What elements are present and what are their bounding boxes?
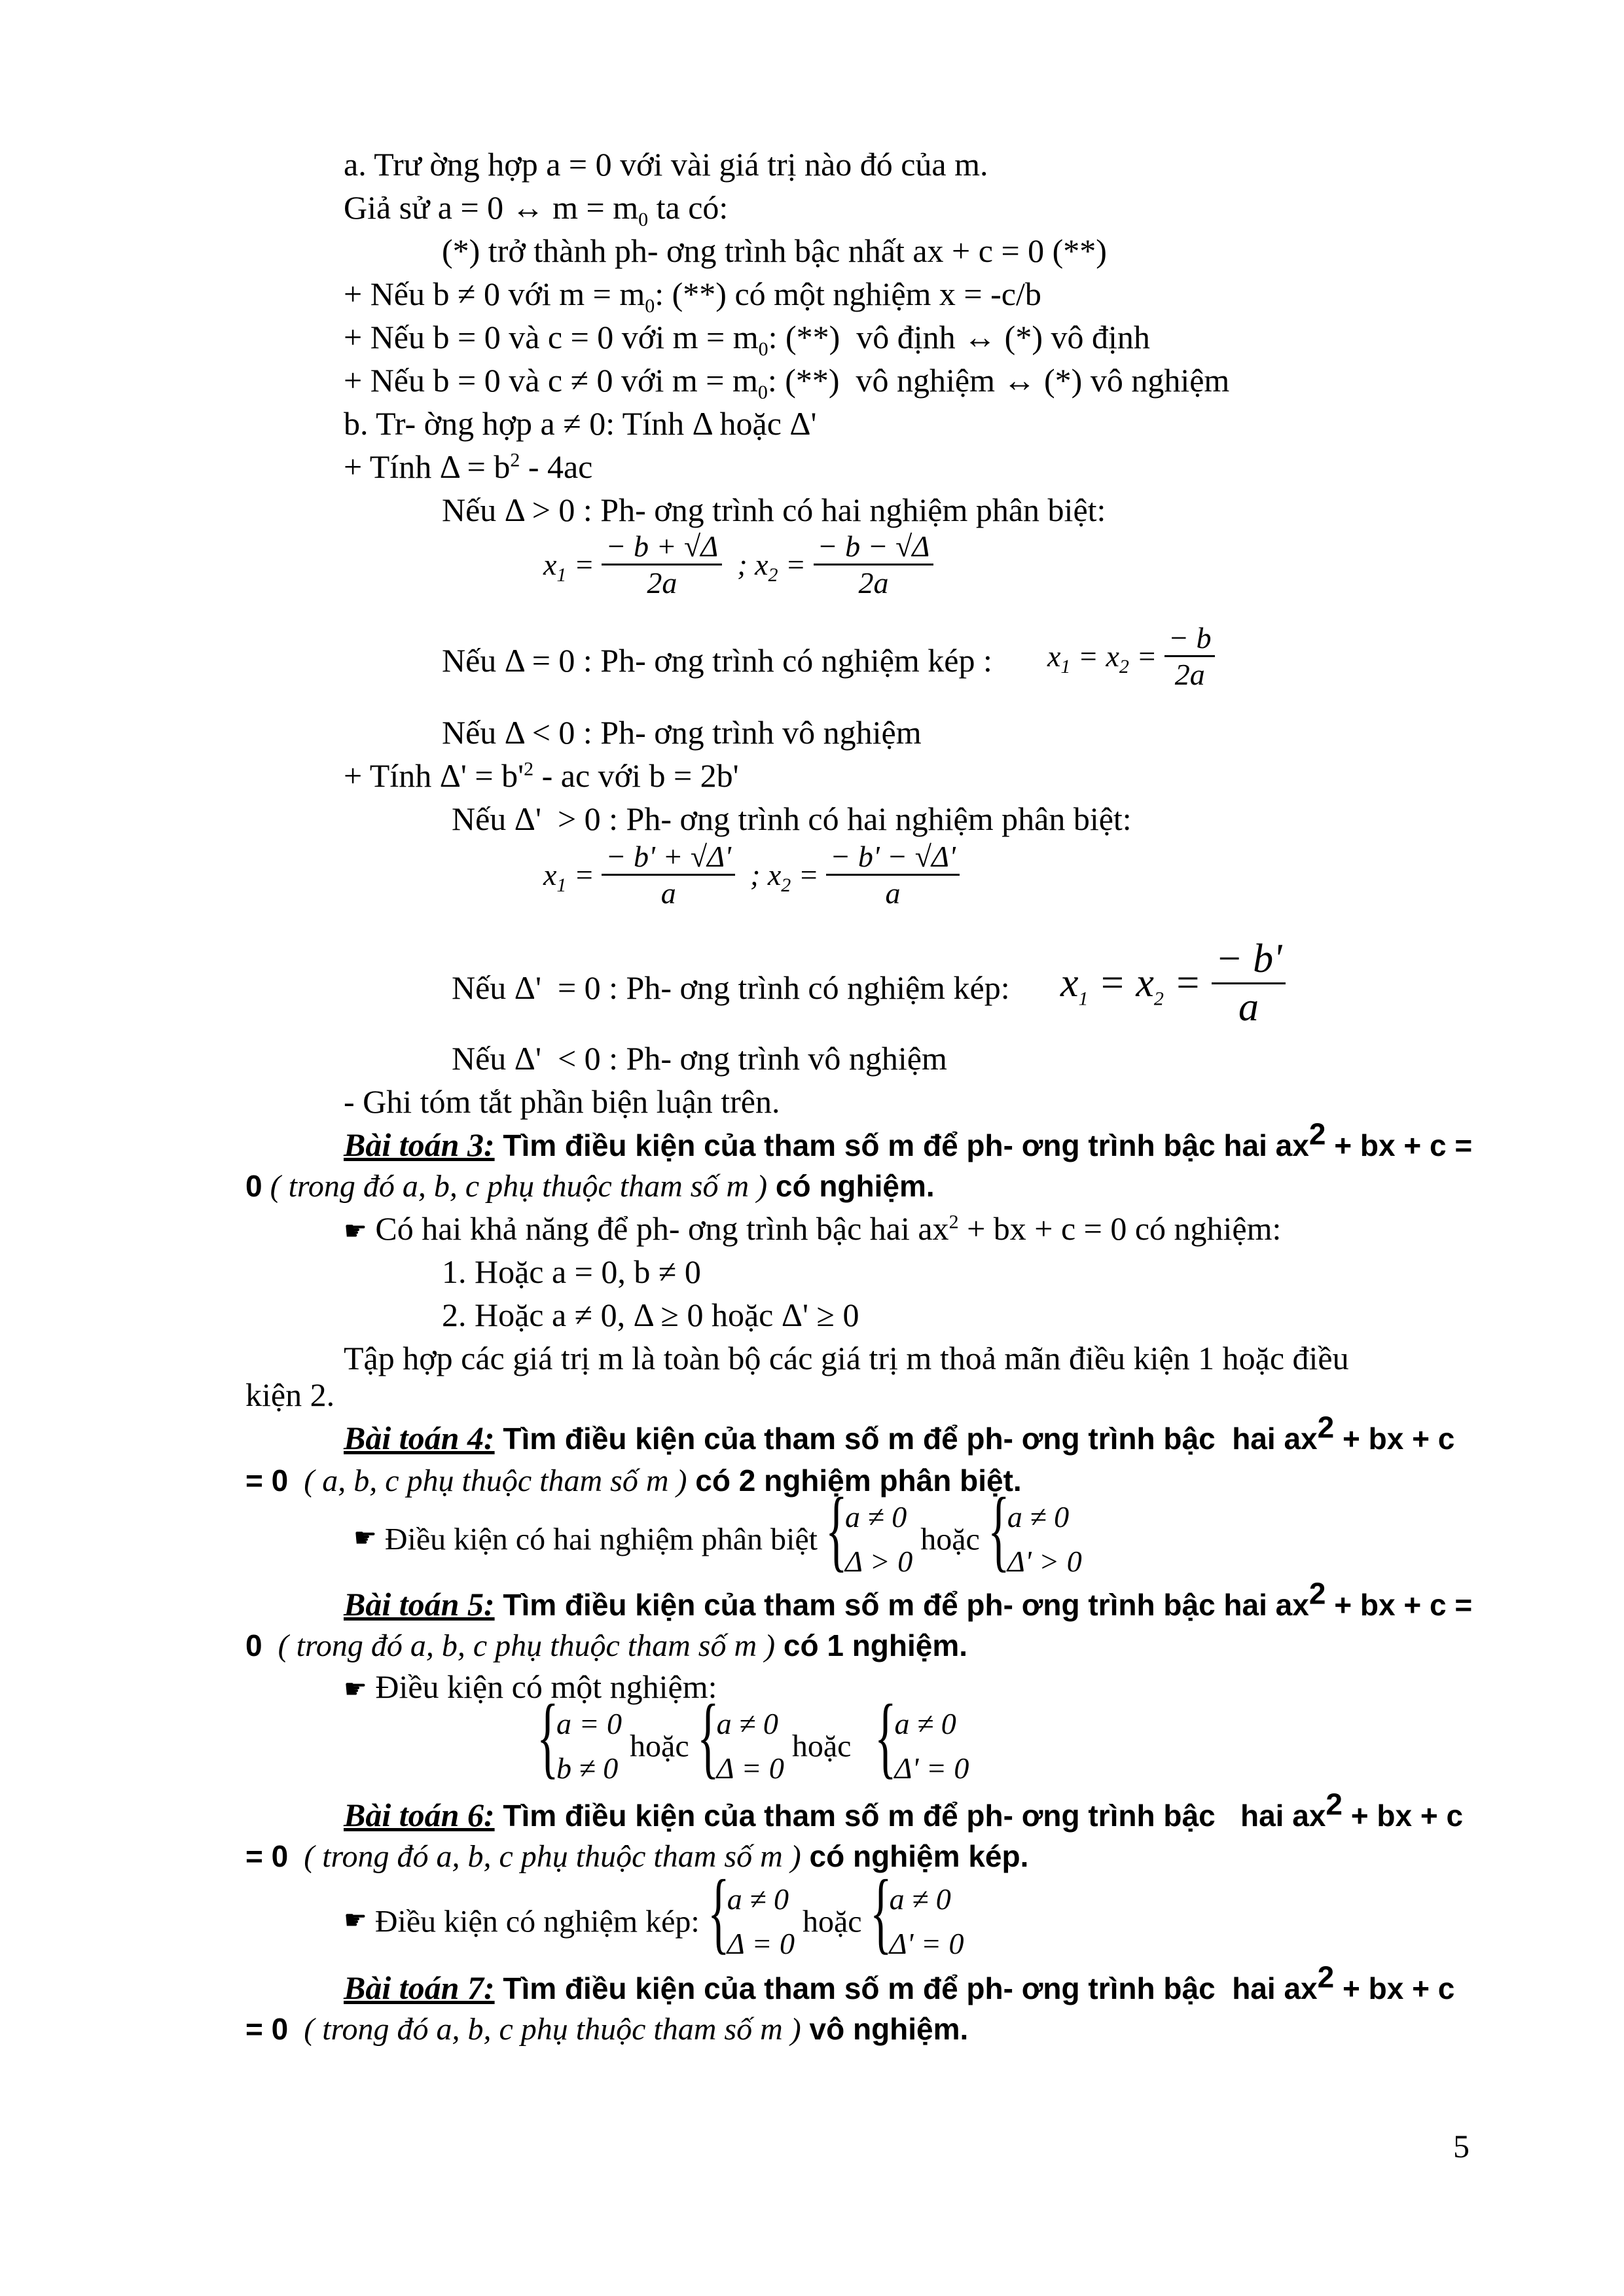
page-number: 5 bbox=[1453, 2128, 1470, 2164]
formula-double-root: $x_1 = x_2$ = $\frac{- b}{2a}$ bbox=[1047, 620, 1215, 692]
line-case-b: b. Tr- ờng hợp a ≠ 0: Tính Δ hoặc Δ' bbox=[344, 405, 817, 442]
problem-3-summary-cont: kiện 2. bbox=[245, 1376, 335, 1413]
line-b-ne-0: + Nếu b ≠ 0 với $m = m_0$: (**) có một nghiệm x = -c/b bbox=[344, 276, 1041, 317]
problem-6-condition: ☛ Điều kiện có nghiệm kép: { a ≠ 0 Δ = 0 hoặc { a ≠ 0 Δ' = 0 bbox=[344, 1877, 964, 1966]
problem-3-heading: Bài toán 3: Tìm điều kiện của tham số m để ph- ơng trình bậc hai $ax^2$ + bx + c = bbox=[344, 1117, 1473, 1163]
line-delta-prime-pos: Nếu Δ' > 0 : Ph- ơng trình có hai nghiệm phân biệt: bbox=[452, 800, 1132, 837]
line-compute-delta: + Tính $\Delta = b^2 - 4ac$ bbox=[344, 448, 593, 485]
problem-5-heading-cont: 0 ( trong đó a, b, c phụ thuộc tham số m ) có 1 nghiệm. bbox=[245, 1628, 968, 1663]
line-assume: Giả sử a = 0 ↔ $m = m_0$ ta có: bbox=[344, 189, 729, 230]
problem-5-hint: ☛ Điều kiện có một nghiệm: bbox=[344, 1668, 717, 1705]
system-a-ne0-delta-prime-zero: { a ≠ 0 Δ' = 0 bbox=[869, 1861, 964, 1963]
pointing-hand-icon: ☛ bbox=[344, 1216, 367, 1246]
line-compute-delta-prime: + Tính $\Delta' = b'^2$ - ac với b = 2b' bbox=[344, 757, 739, 794]
line-summary-note: - Ghi tóm tắt phần biện luận trên. bbox=[344, 1083, 780, 1120]
formula-roots-delta: $x_1$ = $\frac{- b + √\Delta}{2a}$ ; $x_2$ = $\frac{- b - √\Delta}{2a}$ bbox=[543, 529, 933, 600]
line-delta-neg: Nếu Δ < 0 : Ph- ơng trình vô nghiệm bbox=[442, 714, 922, 751]
system-a-ne0-delta-prime-zero: { a ≠ 0 Δ' = 0 bbox=[875, 1686, 969, 1787]
system-a-ne0-delta-zero: { a ≠ 0 Δ = 0 bbox=[696, 1686, 784, 1787]
system-a-eq0-b-ne0: { a = 0 b ≠ 0 bbox=[537, 1686, 623, 1787]
line-delta-prime-neg: Nếu Δ' < 0 : Ph- ơng trình vô nghiệm bbox=[452, 1040, 947, 1077]
system-a-ne0-delta-prime-pos: { a ≠ 0 Δ' > 0 bbox=[987, 1479, 1082, 1581]
system-a-ne0-delta-zero: { a ≠ 0 Δ = 0 bbox=[707, 1861, 795, 1963]
problem-3-summary: Tập hợp các giá trị m là toàn bộ các giá trị m thoả mãn điều kiện 1 hoặc điều bbox=[344, 1340, 1349, 1376]
line-delta-prime-zero: Nếu Δ' = 0 : Ph- ơng trình có nghiệm kép: bbox=[452, 969, 1010, 1006]
line-delta-pos: Nếu Δ > 0 : Ph- ơng trình có hai nghiệm phân biệt: bbox=[442, 492, 1106, 528]
problem-6-heading: Bài toán 6: Tìm điều kiện của tham số m để ph- ơng trình bậc hai $ax^2$ + bx + c bbox=[344, 1787, 1464, 1833]
system-a-ne0-delta-pos: { a ≠ 0 Δ > 0 bbox=[825, 1479, 913, 1581]
problem-5-condition: { a = 0 b ≠ 0 hoặc { a ≠ 0 Δ = 0 hoặc { a ≠ 0 Δ' = 0 bbox=[537, 1702, 969, 1791]
problem-5-heading: Bài toán 5: Tìm điều kiện của tham số m để ph- ơng trình bậc hai $ax^2$ + bx + c = bbox=[344, 1576, 1473, 1623]
pointing-hand-icon: ☛ bbox=[344, 1674, 367, 1704]
problem-3-case-1: 1. Hoặc a = 0, b ≠ 0 bbox=[442, 1253, 701, 1290]
line-becomes-linear: (*) trở thành ph- ơng trình bậc nhất ax + c = 0 (**) bbox=[442, 232, 1107, 269]
problem-7-heading-cont: = 0 ( trong đó a, b, c phụ thuộc tham số m ) vô nghiệm. bbox=[245, 2012, 969, 2047]
problem-3-heading-cont: 0 ( trong đó a, b, c phụ thuộc tham số m ) có nghiệm. bbox=[245, 1169, 935, 1204]
problem-4-condition: ☛ Điều kiện có hai nghiệm phân biệt { a ≠ 0 Δ > 0 hoặc { a ≠ 0 Δ' > 0 bbox=[353, 1495, 1082, 1584]
problem-6-heading-cont: = 0 ( trong đó a, b, c phụ thuộc tham số m ) có nghiệm kép. bbox=[245, 1839, 1029, 1874]
line-b-zero-c-ne: + Nếu b = 0 và c ≠ 0 với $m = m_0$: (**) vô nghiệm ↔ (*) vô nghiệm bbox=[344, 362, 1230, 403]
problem-3-hint: ☛ Có hai khả năng để ph- ơng trình bậc hai $ax^2$ + bx + c = 0 có nghiệm: bbox=[344, 1210, 1282, 1247]
line-b-c-zero: + Nếu b = 0 và c = 0 với $m = m_0$: (**) vô định ↔ (*) vô định bbox=[344, 319, 1150, 360]
pointing-hand-icon: ☛ bbox=[353, 1523, 377, 1554]
line-delta-zero: Nếu Δ = 0 : Ph- ơng trình có nghiệm kép : bbox=[442, 642, 992, 679]
problem-3-case-2: 2. Hoặc a ≠ 0, Δ ≥ 0 hoặc Δ' ≥ 0 bbox=[442, 1297, 859, 1333]
problem-4-heading: Bài toán 4: Tìm điều kiện của tham số m để ph- ơng trình bậc hai $ax^2$ + bx + c bbox=[344, 1410, 1455, 1456]
problem-4-heading-cont: = 0 ( a, b, c phụ thuộc tham số m ) có 2 nghiệm phân biệt. bbox=[245, 1463, 1022, 1498]
pointing-hand-icon: ☛ bbox=[344, 1905, 367, 1936]
line-case-a: a. Trư ờng hợp a = 0 với vài giá trị nào đó của m. bbox=[344, 146, 988, 183]
problem-7-heading: Bài toán 7: Tìm điều kiện của tham số m để ph- ơng trình bậc hai $ax^2$ + bx + c bbox=[344, 1960, 1455, 2006]
formula-double-root-prime: $x_1 = x_2$ = $\frac{- b'}{a}$ bbox=[1060, 936, 1286, 1031]
formula-roots-delta-prime: $x_1$ = $\frac{- b' + √\Delta'}{a}$ ; $x_2$ = $\frac{- b' - √\Delta'}{a}$ bbox=[543, 839, 960, 910]
